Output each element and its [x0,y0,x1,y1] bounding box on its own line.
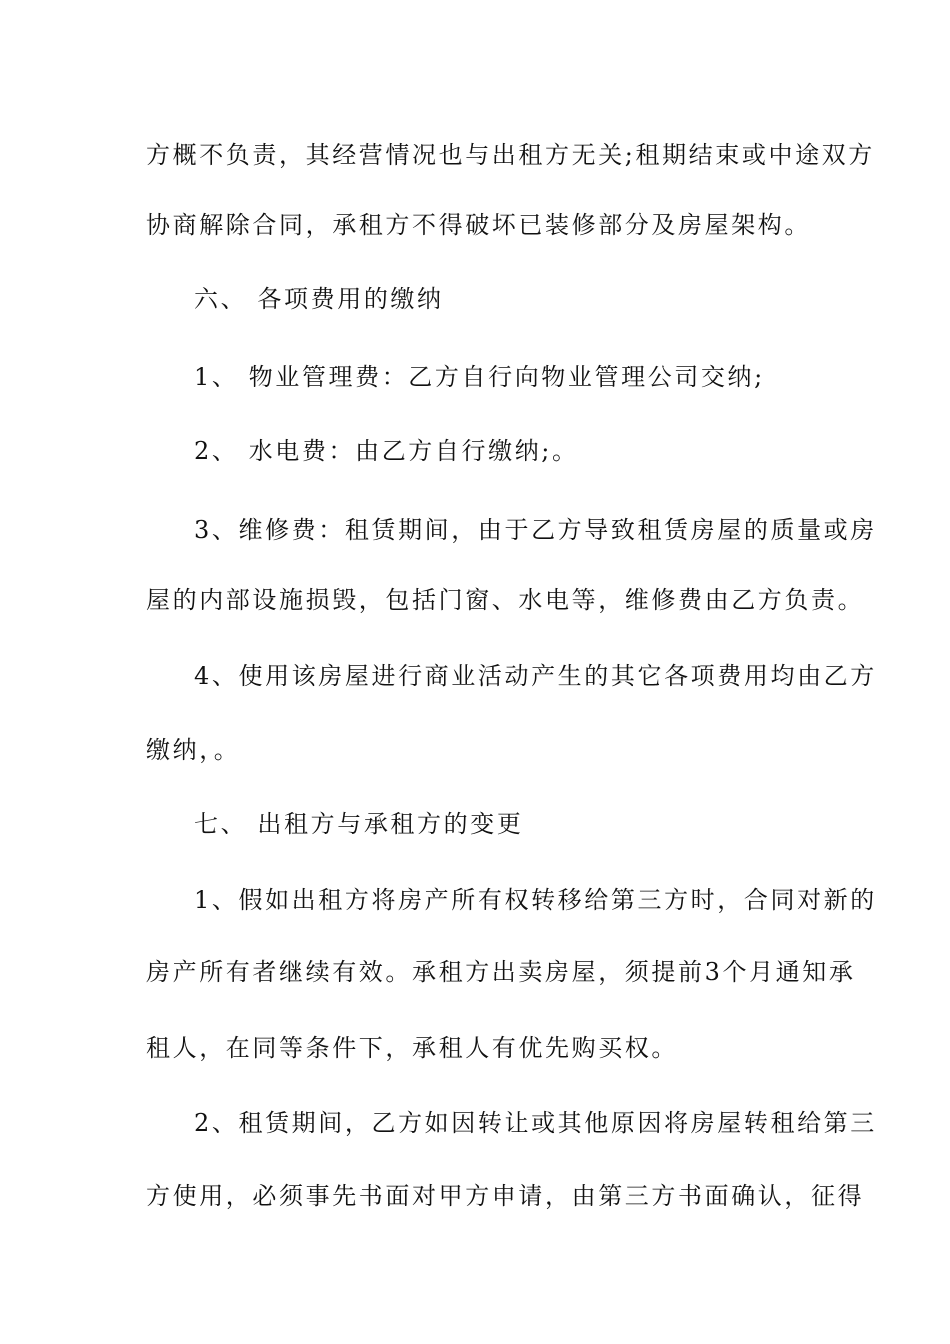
paragraph-line: 方使用，必须事先书面对甲方申请，由第三方书面确认，征得 [146,1182,865,1210]
paragraph-line: 方概不负责，其经营情况也与出租方无关;租期结束或中途双方 [146,141,875,169]
paragraph-line: 4、使用该房屋进行商业活动产生的其它各项费用均由乙方 [194,662,877,690]
section-heading: 七、 出租方与承租方的变更 [194,810,524,838]
paragraph-line: 屋的内部设施损毁，包括门窗、水电等，维修费由乙方负责。 [146,586,865,614]
paragraph-line: 1、 物业管理费：乙方自行向物业管理公司交纳; [194,363,765,391]
paragraph-line: 协商解除合同，承租方不得破坏已装修部分及房屋架构。 [146,211,811,239]
paragraph-line: 2、租赁期间，乙方如因转让或其他原因将房屋转租给第三 [194,1109,877,1137]
paragraph-line: 房产所有者继续有效。承租方出卖房屋，须提前3个月通知承 [146,958,856,986]
paragraph-line: 2、 水电费：由乙方自行缴纳;。 [194,437,579,465]
paragraph-line: 租人，在同等条件下，承租人有优先购买权。 [146,1034,678,1062]
section-heading: 六、 各项费用的缴纳 [194,285,444,313]
paragraph-line: 1、假如出租方将房产所有权转移给第三方时，合同对新的 [194,886,877,914]
paragraph-line: 缴纳，。 [146,736,241,764]
paragraph-line: 3、维修费：租赁期间，由于乙方导致租赁房屋的质量或房 [194,516,877,544]
